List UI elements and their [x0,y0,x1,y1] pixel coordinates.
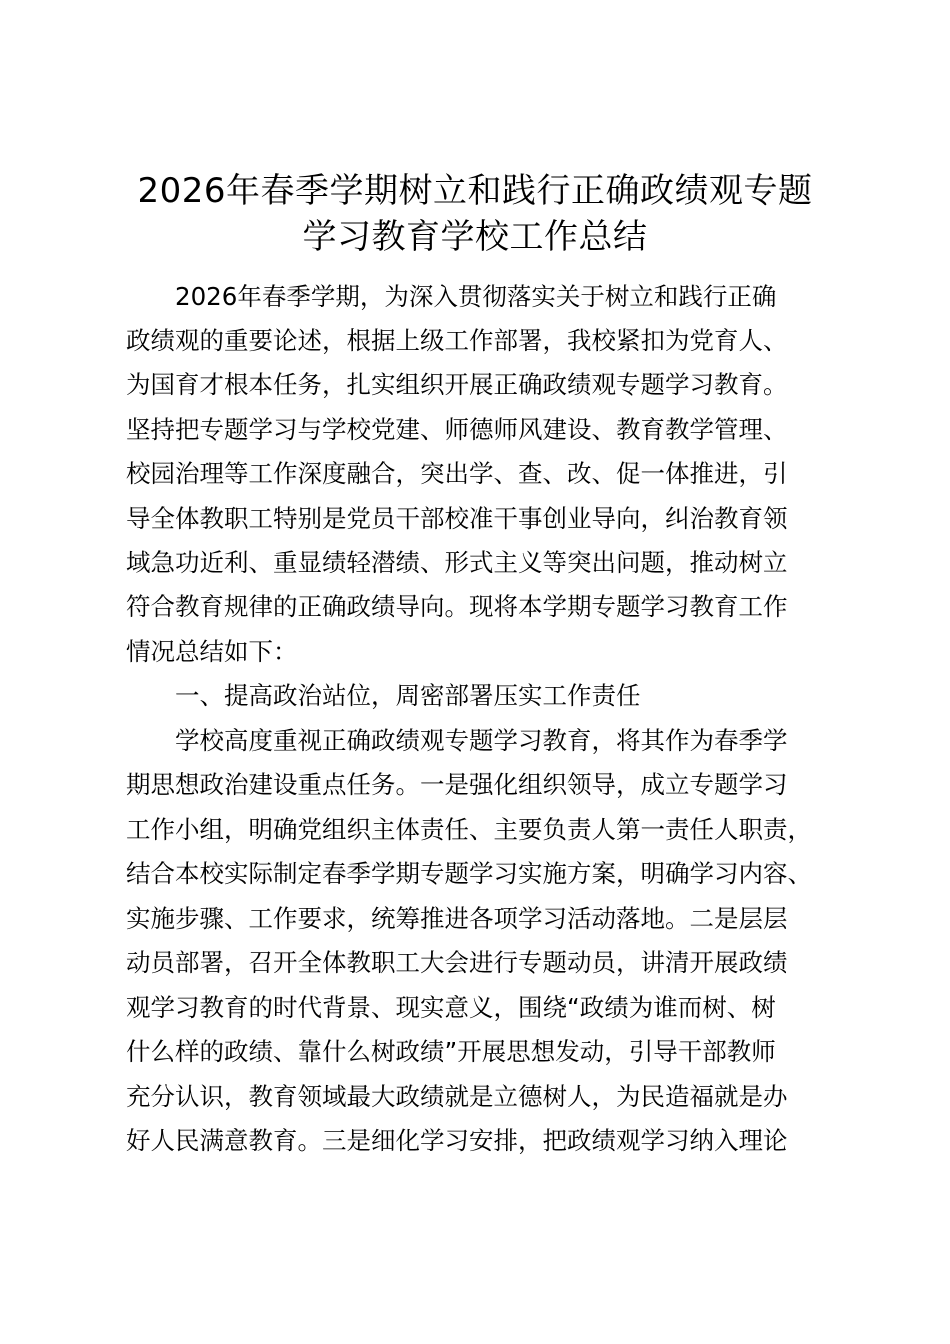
document-title-line-1: 2026年春季学期树立和践行正确政绩观专题 [137,171,813,211]
document-title [120,168,830,260]
body-text-line: 工作小组，明确党组织主体责任、主要负责人第一责任人职责， [126,815,812,844]
body-text-line: 充分认识，教育领域最大政绩就是立德树人，为民造福就是办 [126,1082,788,1111]
document-title-line-2: 学习教育学校工作总结 [302,217,648,257]
body-text-line: 观学习教育的时代背景、现实意义，围绕“政绩为谁而树、树 [126,993,776,1022]
body-text-line: 坚持把专题学习与学校党建、师德师风建设、教育教学管理、 [126,415,788,444]
body-text-line: 为国育才根本任务，扎实组织开展正确政绩观专题学习教育。 [126,370,788,399]
body-text-line: 情况总结如下： [126,637,298,666]
body-text-line: 动员部署，召开全体教职工大会进行专题动员，讲清开展政绩 [126,948,788,977]
body-text-line: 导全体教职工特别是党员干部校准干事创业导向，纠治教育领 [126,504,788,533]
body-text-line: 政绩观的重要论述，根据上级工作部署，我校紧扣为党育人、 [126,326,788,355]
section-heading: 一、提高政治站位，周密部署压实工作责任 [175,681,641,710]
body-text-line: 2026年春季学期，为深入贯彻落实关于树立和践行正确 [175,282,777,311]
body-text-line: 什么样的政绩、靠什么树政绩”开展思想发动，引导干部教师 [126,1037,776,1066]
body-text-line: 校园治理等工作深度融合，突出学、查、改、促一体推进，引 [126,459,788,488]
body-text-line: 结合本校实际制定春季学期专题学习实施方案，明确学习内容、 [126,859,812,888]
body-text-line: 期思想政治建设重点任务。一是强化组织领导，成立专题学习 [126,770,788,799]
body-text-line: 实施步骤、工作要求，统筹推进各项学习活动落地。二是层层 [126,904,788,933]
body-text-line: 符合教育规律的正确政绩导向。现将本学期专题学习教育工作 [126,592,788,621]
body-text-line: 好人民满意教育。三是细化学习安排，把政绩观学习纳入理论 [126,1126,788,1155]
body-text-line: 域急功近利、重显绩轻潜绩、形式主义等突出问题，推动树立 [126,548,788,577]
body-text-line: 学校高度重视正确政绩观专题学习教育，将其作为春季学 [175,726,788,755]
